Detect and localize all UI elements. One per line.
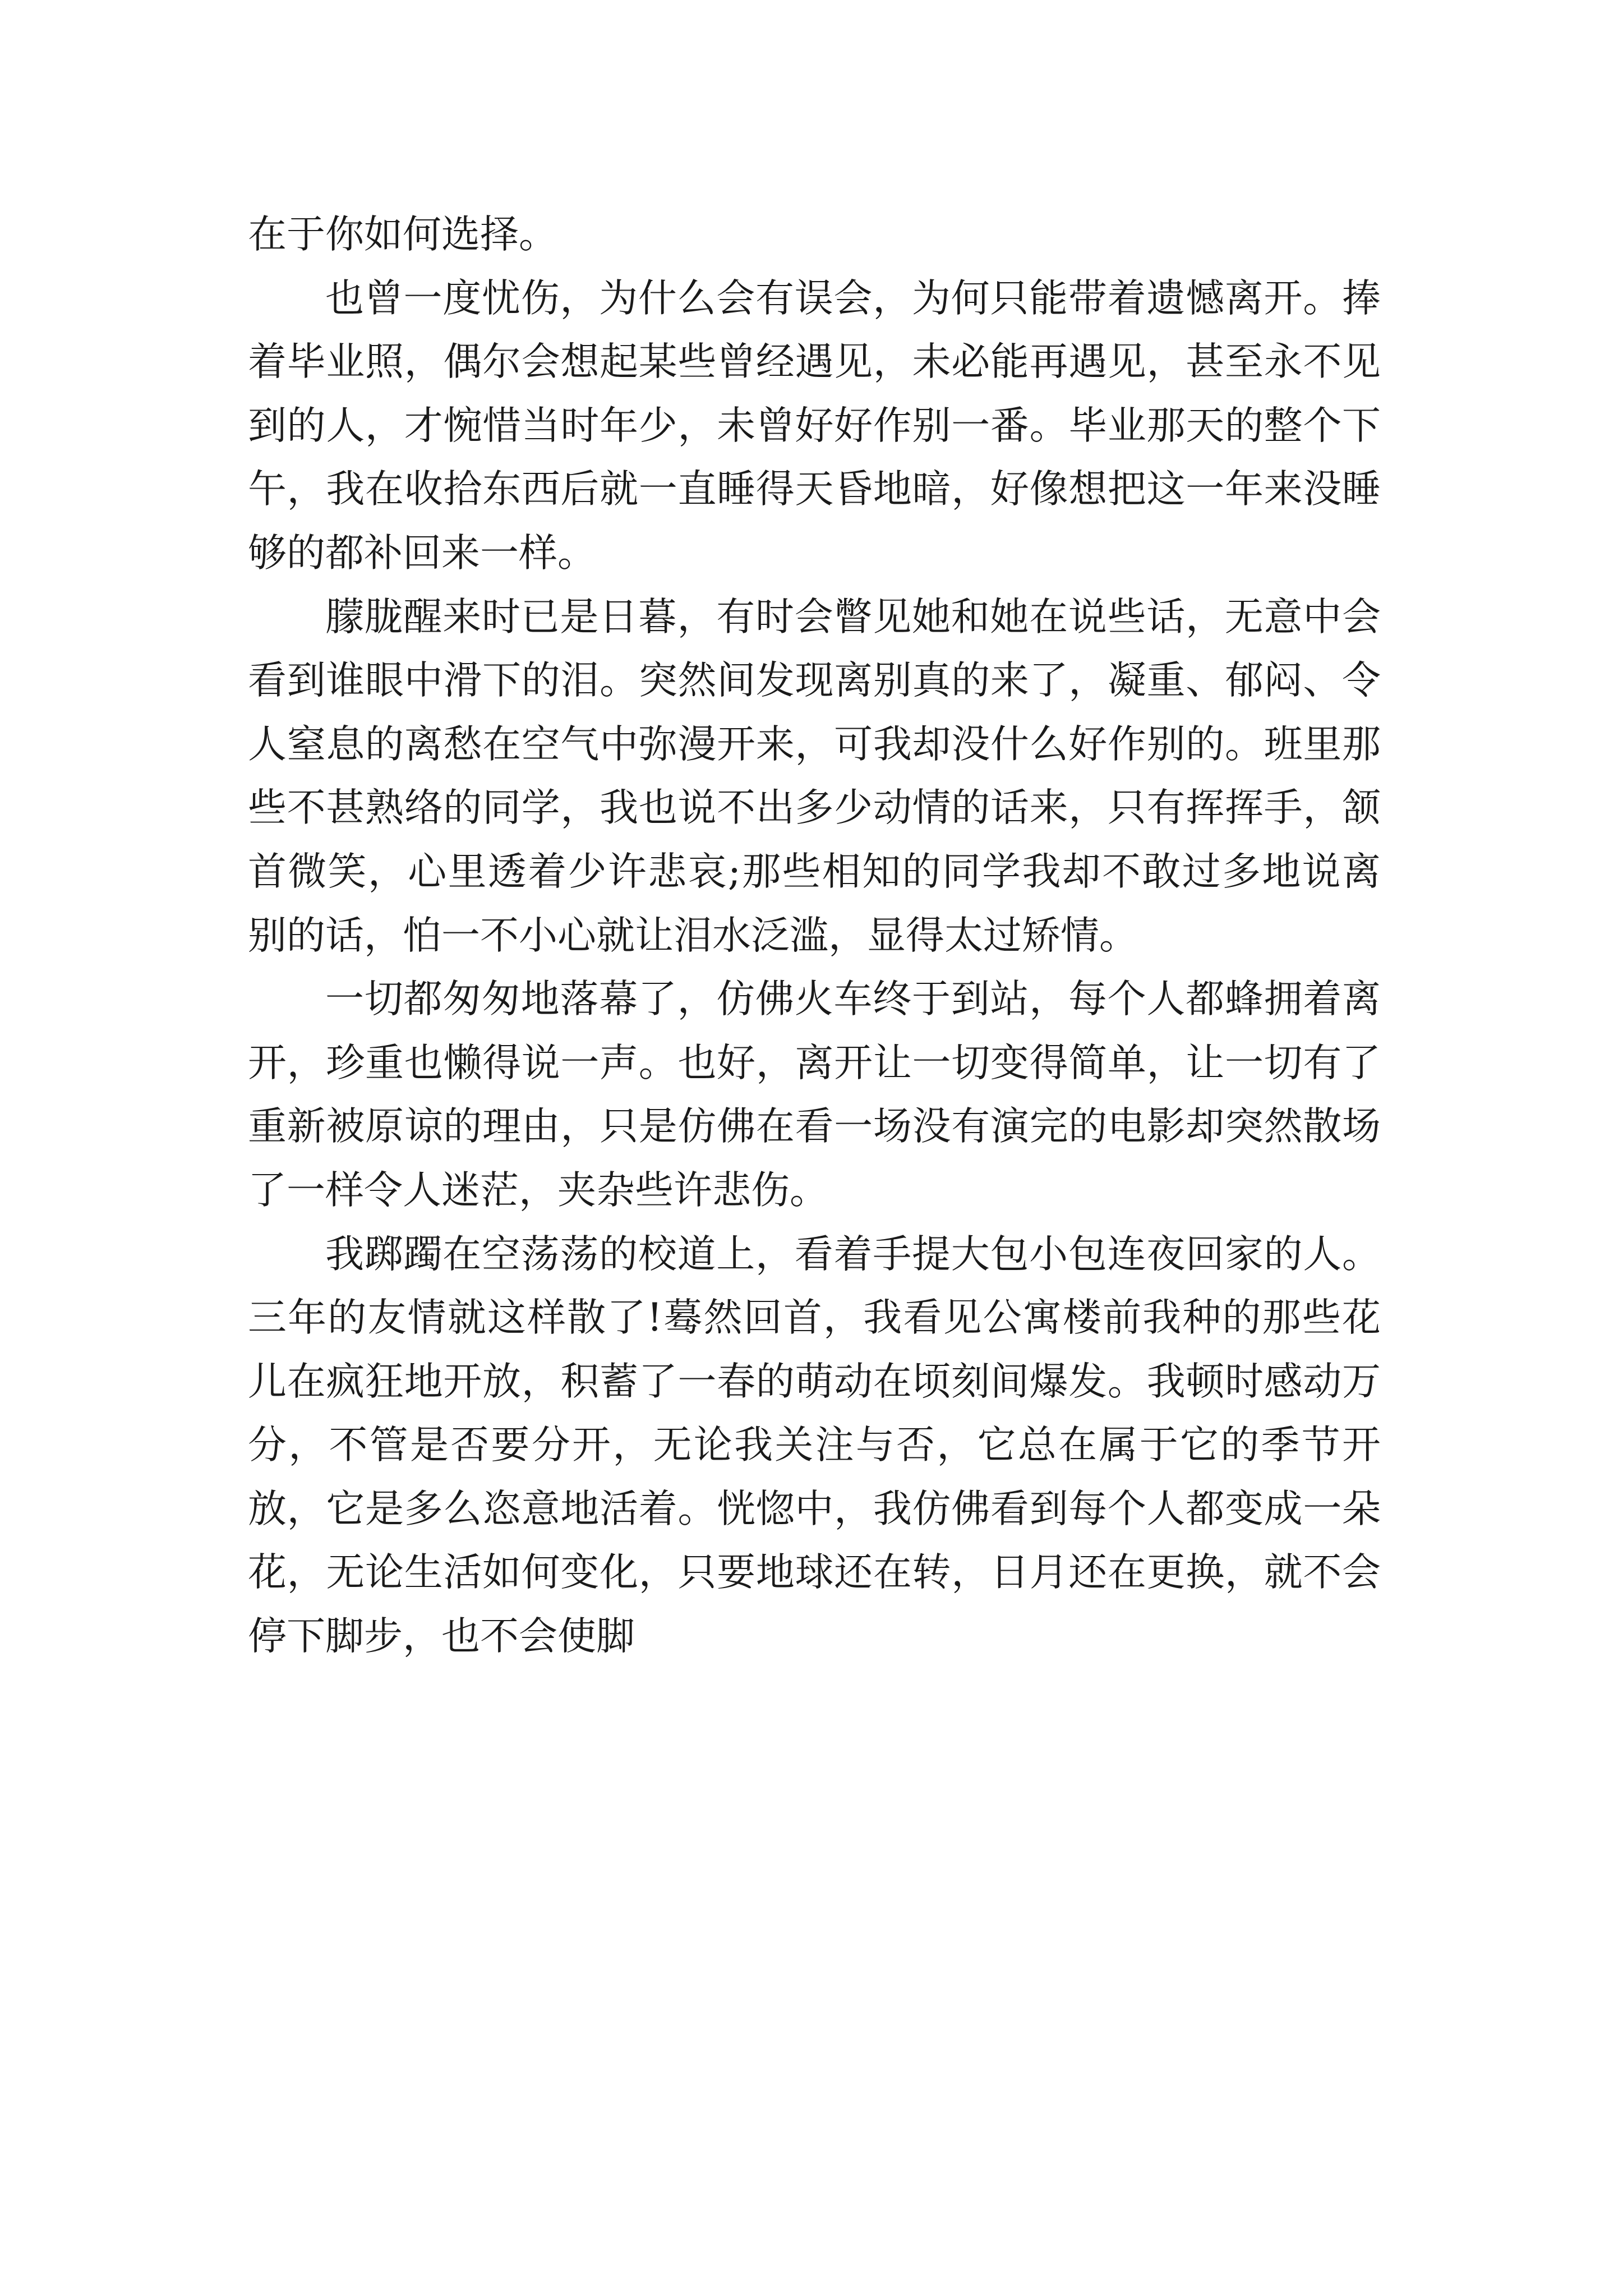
paragraph-2: 也曾一度忧伤，为什么会有误会，为何只能带着遗憾离开。捧着毕业照，偶尔会想起某些曾经遇见，未必能再遇见，甚至永不见到的人，才惋惜当时年少，未曾好好作别一番。毕业那天的整个下午，我在收拾东西后就一直睡得天昏地暗，好像想把这一年来没睡够的都补回来一样。 xyxy=(248,275,1381,576)
paragraph-1: 在于你如何选择。 xyxy=(248,212,557,257)
body-text xyxy=(248,203,1381,1669)
paragraph-5: 我踯躅在空荡荡的校道上，看着手提大包小包连夜回家的人。三年的友情就这样散了!蓦然回首，我看见公寓楼前我种的那些花儿在疯狂地开放，积蓄了一春的萌动在顷刻间爆发。我顿时感动万分，不管是否要分开，无论我关注与否，它总在属于它的季节开放，它是多么恣意地活着。恍惚中，我仿佛看到每个人都变成一朵花，无论生活如何变化，只要地球还在转，日月还在更换，就不会停下脚步，也不会使脚 xyxy=(248,1231,1381,1659)
paragraph-4: 一切都匆匆地落幕了，仿佛火车终于到站，每个人都蜂拥着离开，珍重也懒得说一声。也好，离开让一切变得简单，让一切有了重新被原谅的理由，只是仿佛在看一场没有演完的电影却突然散场了一样令人迷茫，夹杂些许悲伤。 xyxy=(248,977,1381,1213)
paragraph-3: 朦胧醒来时已是日暮，有时会瞥见她和她在说些话，无意中会看到谁眼中滑下的泪。突然间发现离别真的来了，凝重、郁闷、令人窒息的离愁在空气中弥漫开来，可我却没什么好作别的。班里那些不甚熟络的同学，我也说不出多少动情的话来，只有挥挥手，颔首微笑，心里透着少许悲哀;那些相知的同学我却不敢过多地说离别的话，怕一不小心就让泪水泛滥，显得太过矫情。 xyxy=(248,594,1381,958)
